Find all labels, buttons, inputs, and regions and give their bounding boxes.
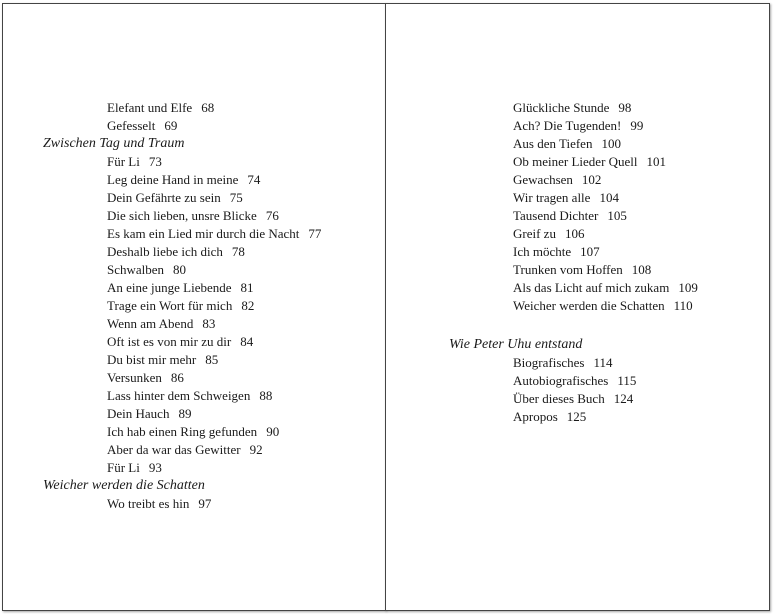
toc-entry: [386, 243, 769, 261]
entry-title: Greif zu: [513, 226, 556, 241]
entry-title: Trunken vom Hoffen: [513, 262, 623, 277]
entry-page-number: 83: [202, 316, 216, 331]
toc-entry: [3, 153, 385, 171]
entry-title: Glückliche Stunde: [513, 100, 610, 115]
toc-entry: [3, 315, 385, 333]
toc-entry: [3, 459, 385, 477]
entry-title: Ich möchte: [513, 244, 572, 259]
entry-title: Elefant und Elfe: [107, 100, 193, 115]
entry-page-number: 109: [678, 280, 698, 295]
entry-page-number: 100: [601, 136, 621, 151]
toc-entry: [3, 99, 385, 117]
entry-page-number: 114: [593, 355, 613, 370]
entry-title: Deshalb liebe ich dich: [107, 244, 223, 259]
entry-title: Gefesselt: [107, 118, 156, 133]
entry-page-number: 74: [247, 172, 261, 187]
entry-page-number: 102: [581, 172, 602, 187]
left-page-toc: [3, 99, 385, 513]
toc-entry: [386, 279, 769, 297]
entry-page-number: 82: [241, 298, 255, 313]
entry-page-number: 104: [599, 190, 619, 205]
entry-title: Über dieses Buch: [513, 391, 605, 406]
toc-entry: [3, 279, 385, 297]
entry-page-number: 85: [205, 352, 219, 367]
toc-entry: [3, 171, 385, 189]
toc-entry: [3, 369, 385, 387]
section-heading: Zwischen Tag und Traum: [43, 136, 185, 151]
entry-page-number: 88: [259, 388, 273, 403]
toc-entry: [3, 333, 385, 351]
entry-page-number: 124: [613, 391, 634, 406]
toc-entry: [386, 153, 769, 171]
entry-title: Als das Licht auf mich zukam: [513, 280, 670, 295]
entry-title: Ob meiner Lieder Quell: [513, 154, 638, 169]
entry-page-number: 84: [240, 334, 254, 349]
entry-title: Wir tragen alle: [513, 190, 591, 205]
toc-entry: [386, 171, 769, 189]
entry-page-number: 97: [198, 496, 212, 511]
section-spacer: [386, 315, 769, 336]
toc-entry: [386, 354, 769, 372]
entry-title: Tausend Dichter: [513, 208, 599, 223]
entry-title: Weicher werden die Schatten: [513, 298, 665, 313]
entry-title: Für Li: [107, 154, 140, 169]
toc-entry: [386, 297, 769, 315]
entry-title: Ach? Die Tugenden!: [513, 118, 622, 133]
entry-title: Oft ist es von mir zu dir: [107, 334, 232, 349]
entry-title: An eine junge Liebende: [107, 280, 232, 295]
toc-entry: [3, 297, 385, 315]
toc-entry: [3, 225, 385, 243]
entry-page-number: 115: [617, 373, 637, 388]
entry-title: Wenn am Abend: [107, 316, 194, 331]
entry-page-number: 76: [265, 208, 279, 223]
toc-entry: [386, 135, 769, 153]
entry-page-number: 98: [618, 100, 632, 115]
entry-title: Apropos: [513, 409, 558, 424]
section-heading: Weicher werden die Schatten: [43, 478, 205, 493]
left-page: [2, 3, 386, 611]
entry-page-number: 86: [170, 370, 184, 385]
toc-entry: [386, 117, 769, 135]
entry-title: Biografisches: [513, 355, 585, 370]
entry-page-number: 89: [178, 406, 192, 421]
entry-title: Lass hinter dem Schweigen: [107, 388, 251, 403]
toc-entry: [386, 261, 769, 279]
entry-title: Leg deine Hand in meine: [107, 172, 239, 187]
entry-page-number: 93: [148, 460, 162, 475]
entry-title: Gewachsen: [513, 172, 573, 187]
toc-entry: [386, 408, 769, 426]
toc-entry: [3, 207, 385, 225]
entry-page-number: 75: [229, 190, 243, 205]
toc-entry: [386, 372, 769, 390]
toc-entry: [3, 405, 385, 423]
toc-entry: [3, 423, 385, 441]
entry-page-number: 69: [164, 118, 178, 133]
toc-entry: [3, 261, 385, 279]
right-page: [385, 3, 770, 611]
toc-entry: [386, 390, 769, 408]
entry-title: Trage ein Wort für mich: [107, 298, 233, 313]
toc-entry: [386, 207, 769, 225]
toc-entry: [3, 441, 385, 459]
entry-page-number: 125: [566, 409, 587, 424]
toc-entry: [3, 243, 385, 261]
toc-entry: [3, 189, 385, 207]
toc-entry: [386, 99, 769, 117]
toc-entry: [3, 351, 385, 369]
entry-title: Dein Hauch: [107, 406, 170, 421]
entry-page-number: 92: [249, 442, 263, 457]
entry-title: Versunken: [107, 370, 162, 385]
toc-entry: [386, 189, 769, 207]
entry-page-number: 78: [231, 244, 245, 259]
entry-page-number: 81: [240, 280, 254, 295]
entry-page-number: 106: [564, 226, 585, 241]
entry-title: Autobiografisches: [513, 373, 609, 388]
entry-page-number: 108: [631, 262, 652, 277]
entry-page-number: 68: [201, 100, 215, 115]
entry-page-number: 90: [266, 424, 280, 439]
entry-page-number: 105: [607, 208, 627, 223]
toc-entry: [3, 387, 385, 405]
entry-title: Ich hab einen Ring gefunden: [107, 424, 258, 439]
entry-page-number: 77: [308, 226, 322, 241]
entry-title: Du bist mir mehr: [107, 352, 197, 367]
entry-title: Aus den Tiefen: [513, 136, 593, 151]
entry-title: Wo treibt es hin: [107, 496, 190, 511]
entry-page-number: 110: [673, 298, 693, 313]
entry-page-number: 101: [646, 154, 667, 169]
toc-entry: [3, 495, 385, 513]
entry-title: Für Li: [107, 460, 140, 475]
entry-title: Es kam ein Lied mir durch die Nacht: [107, 226, 300, 241]
toc-entry: [386, 225, 769, 243]
entry-page-number: 73: [148, 154, 162, 169]
section-heading: Wie Peter Uhu entstand: [449, 337, 583, 352]
entry-title: Die sich lieben, unsre Blicke: [107, 208, 257, 223]
entry-title: Dein Gefährte zu sein: [107, 190, 221, 205]
toc-entry: [3, 117, 385, 135]
entry-title: Schwalben: [107, 262, 165, 277]
right-page-toc: [386, 99, 769, 426]
entry-page-number: 99: [630, 118, 644, 133]
entry-page-number: 80: [173, 262, 187, 277]
entry-title: Aber da war das Gewitter: [107, 442, 241, 457]
entry-page-number: 107: [580, 244, 600, 259]
